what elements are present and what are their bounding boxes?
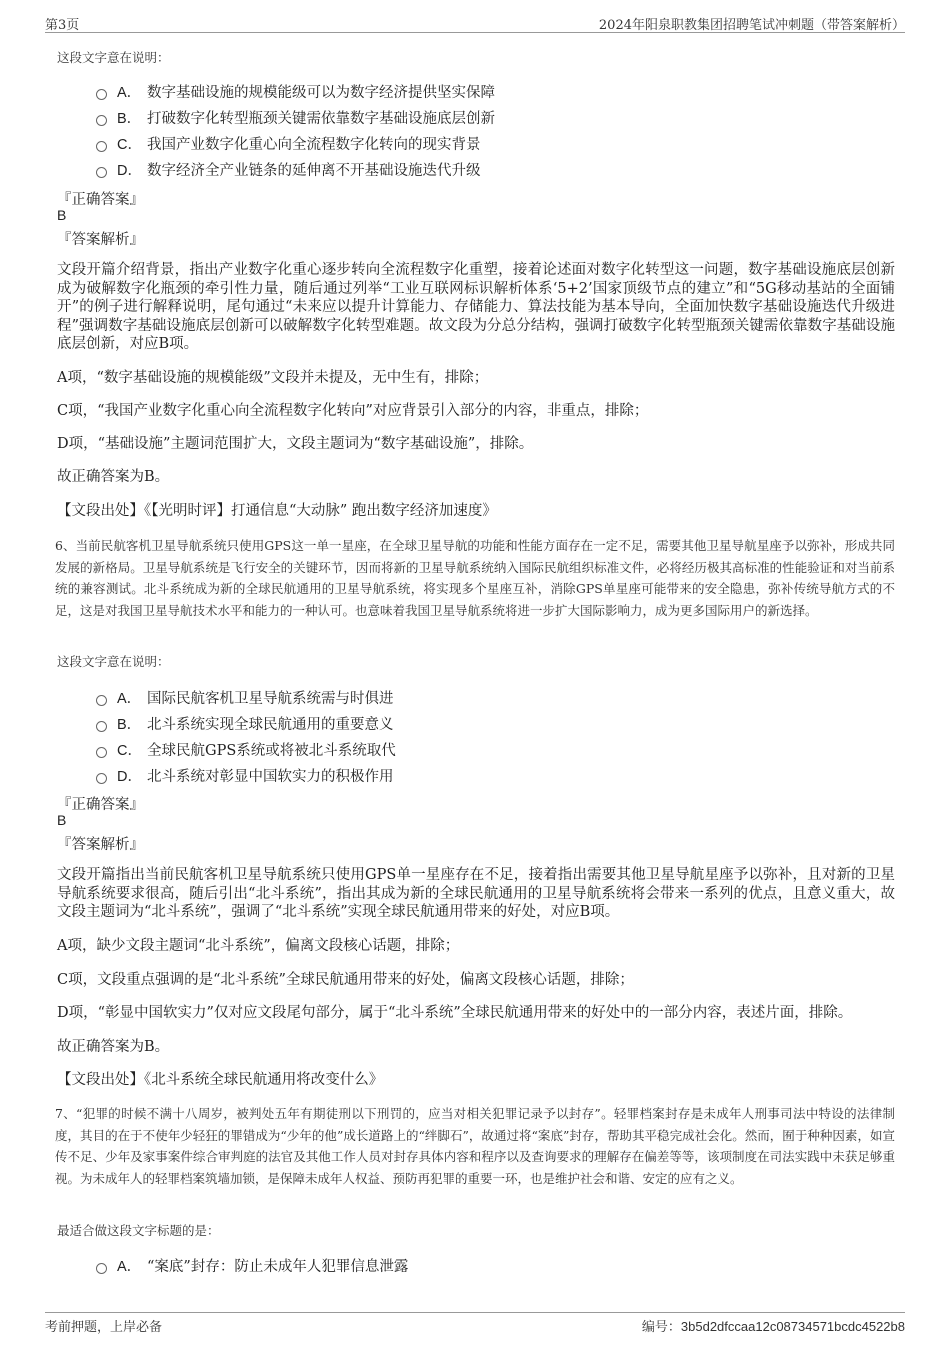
q6-note-c: C项，文段重点强调的是“北斗系统”全球民航通用带来的好处，偏离文段核心话题，排除； — [57, 972, 634, 988]
q6-source: 【文段出处】《北斗系统全球民航通用将改变什么》 — [57, 1072, 384, 1088]
radio-icon[interactable] — [96, 695, 107, 706]
radio-icon[interactable] — [96, 1263, 107, 1274]
q6-note-d: D项，“彰显中国软实力”仅对应文段尾句部分，属于“北斗系统”全球民航通用带来的好处中的一部分内容，表述片面，排除。 — [57, 1005, 853, 1021]
q7-prompt: 最适合做这段文字标题的是： — [57, 1223, 220, 1238]
q5-analysis-label: 『答案解析』 — [57, 232, 144, 248]
page-footer — [45, 1312, 905, 1333]
q5-analysis: 文段开篇介绍背景，指出产业数字化重心逐步转向全流程数字化重塑，接着论述面对数字化转型这一问题，数字基础设施底层创新成为破解数字化瓶颈的牵引性力量，随后通过列举“工业互联网标识解析体系‘5+2’国家顶级节点的建立”和“5G移动基站的全面铺开”的例子进行解释说明，尾句通过“未来应以提升计算能力、存储能力、算法技能为基本导向，全面加快数字基础设施迭代升级进程”强调数字基础设施底层创新可以破解数字化转型难题。故文段为分总分结构，强调打破数字化转型瓶颈关键需依靠数字基础设施底层创新，对应B项。 — [57, 262, 895, 352]
radio-icon[interactable] — [96, 721, 107, 732]
q5-option-c[interactable]: C． 我国产业数字化重心向全流程数字化转向的现实背景 — [96, 130, 696, 156]
q6-conclusion: 故正确答案为B。 — [57, 1039, 170, 1055]
q5-conclusion: 故正确答案为B。 — [57, 469, 170, 485]
document-id: 编号：3b5d2dfccaa12c08734571bcdc4522b8 — [641, 1319, 905, 1334]
q6-answer: B — [57, 812, 67, 828]
q6-option-c[interactable]: C． 全球民航GPS系统或将被北斗系统取代 — [96, 736, 696, 762]
page-number: 第3页 — [45, 18, 80, 33]
q5-option-a[interactable]: A． 数字基础设施的规模能级可以为数字经济提供坚实保障 — [96, 78, 696, 104]
radio-icon[interactable] — [96, 747, 107, 758]
q5-note-a: A项，“数字基础设施的规模能级”文段并未提及，无中生有，排除； — [57, 370, 489, 386]
q5-option-b[interactable]: B． 打破数字化转型瓶颈关键需依靠数字基础设施底层创新 — [96, 104, 696, 130]
q5-note-c: C项，“我国产业数字化重心向全流程数字化转向”对应背景引入部分的内容，非重点，排除； — [57, 403, 649, 419]
q7-options — [96, 1252, 696, 1278]
q6-prompt: 这段文字意在说明： — [57, 654, 170, 669]
q5-answer-label: 『正确答案』 — [57, 192, 144, 208]
footer-slogan: 考前押题，上岸必备 — [45, 1320, 163, 1335]
q6-analysis: 文段开篇指出当前民航客机卫星导航系统只使用GPS单一星座存在不足，接着指出需要其他卫星导航星座予以弥补，且对新的卫星导航系统要求很高，随后引出“北斗系统”，指出其成为新的全球民航通用的卫星导航系统将会带来一系列的优点，且意义重大，故文段主题词为“北斗系统”，强调了“北斗系统”实现全球民航通用带来的好处，对应B项。 — [57, 867, 895, 920]
q5-source: 【文段出处】《【光明时评】打通信息“大动脉” 跑出数字经济加速度》 — [57, 503, 497, 519]
radio-icon[interactable] — [96, 773, 107, 784]
q5-option-d[interactable]: D． 数字经济全产业链条的延伸离不开基础设施迭代升级 — [96, 156, 696, 182]
q6-note-a: A项，缺少文段主题词“北斗系统”，偏离文段核心话题，排除； — [57, 938, 460, 954]
q6-analysis-label: 『答案解析』 — [57, 837, 144, 853]
radio-icon[interactable] — [96, 115, 107, 126]
q6-options — [96, 684, 696, 788]
radio-icon[interactable] — [96, 89, 107, 100]
q7-option-a[interactable]: A． “案底”封存：防止未成年人犯罪信息泄露 — [96, 1252, 696, 1278]
q5-note-d: D项，“基础设施”主题词范围扩大，文段主题词为“数字基础设施”，排除。 — [57, 436, 534, 452]
document-title: 2024年阳泉职教集团招聘笔试冲刺题（带答案解析） — [598, 18, 905, 33]
radio-icon[interactable] — [96, 141, 107, 152]
q5-answer: B — [57, 207, 67, 223]
page-header — [45, 12, 905, 33]
q5-options — [96, 78, 696, 182]
radio-icon[interactable] — [96, 167, 107, 178]
q6-option-a[interactable]: A． 国际民航客机卫星导航系统需与时俱进 — [96, 684, 696, 710]
q6-passage: 6、当前民航客机卫星导航系统只使用GPS这一单一星座，在全球卫星导航的功能和性能方面存在一定不足，需要其他卫星导航星座予以弥补，形成共同发展的新格局。卫星导航系统是飞行安全的关键环节，因而将新的卫星导航系统纳入国际民航组织标准文件，必将经历极其高标准的性能验证和对当前系统的兼容测试。北斗系统成为新的全球民航通用的卫星导航系统，将实现多个星座互补，消除GPS单星座可能带来的安全隐患，弥补传统导航方式的不足，这是对我国卫星导航技术水平和能力的一种认可。也意味着我国卫星导航系统将进一步扩大国际影响力，成为更多国际用户的新选择。 — [55, 538, 895, 618]
q6-option-b[interactable]: B． 北斗系统实现全球民航通用的重要意义 — [96, 710, 696, 736]
q6-option-d[interactable]: D． 北斗系统对彰显中国软实力的积极作用 — [96, 762, 696, 788]
q5-prompt: 这段文字意在说明： — [57, 50, 170, 65]
q7-passage: 7、“犯罪的时候不满十八周岁，被判处五年有期徒刑以下刑罚的，应当对相关犯罪记录予以封存”。轻罪档案封存是未成年人刑事司法中特设的法律制度，其目的在于不使年少轻狂的罪错成为“少年的他”成长道路上的“绊脚石”，故通过将“案底”封存，帮助其平稳完成社会化。然而，囿于种种因素，如宣传不足、少年及家事案件综合审判庭的法官及其他工作人员对封存具体内容和程序以及查询要求的理解存在偏差等等，该项制度在司法实践中未获足够重视。为未成年人的轻罪档案筑墙加锁，是保障未成年人权益、预防再犯罪的重要一环，也是维护社会和谐、安定的应有之义。 — [55, 1106, 895, 1186]
q6-answer-label: 『正确答案』 — [57, 797, 144, 813]
